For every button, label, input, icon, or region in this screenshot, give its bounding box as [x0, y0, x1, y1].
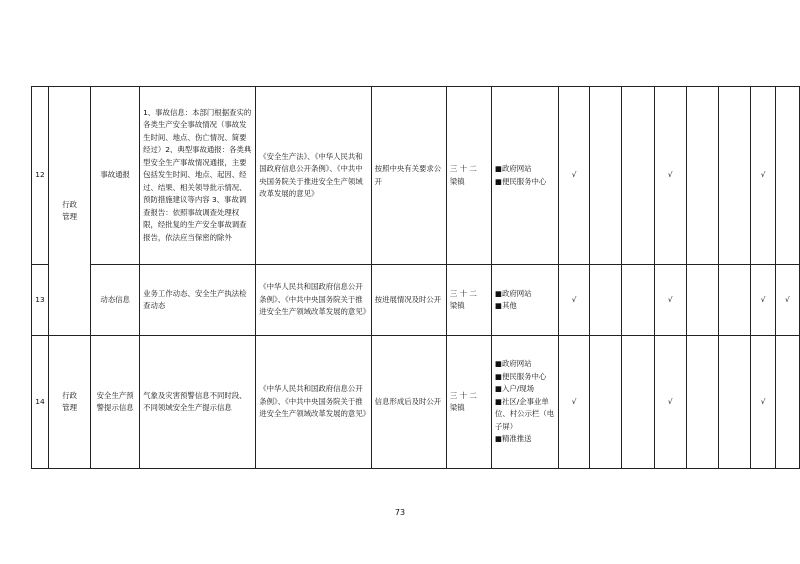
check-cell: √: [751, 87, 775, 265]
basis-cell: 《中华人民共和国政府信息公开条例》、《中共中央国务院关于推进安全生产领域改革发展的意见》: [256, 265, 371, 336]
check-cell: √: [654, 87, 686, 265]
subject-cell: 三 十 二 梁镇: [446, 265, 491, 336]
disclosure-table: [31, 86, 800, 469]
channel-item: ■政府网站: [495, 359, 532, 369]
check-cell: [622, 336, 654, 469]
item-cell: 动态信息: [91, 265, 140, 336]
subject-cell: 三 十 二 梁镇: [446, 336, 491, 469]
channel-item: ■便民服务中心: [495, 176, 547, 186]
check-cell: [590, 265, 622, 336]
category-cell: 行政 管理: [48, 336, 90, 469]
check-cell: [622, 265, 654, 336]
check-cell: [686, 87, 718, 265]
subject-cell: 三 十 二 梁镇: [446, 87, 491, 265]
item-cell: 事故通报: [91, 87, 140, 265]
channels-cell: [492, 336, 559, 469]
check-cell: [686, 336, 718, 469]
check-cell: √: [559, 336, 590, 469]
content-cell: 1、事故信息：本部门根据查实的各类生产安全事故情况（事故发生时间、地点、伤亡情况、简要经过）2、典型事故通报：各类典型安全生产事故情况通报，主要包括发生时间、地点、起因、经过、结果、相关领导批示情况、预防措施建议等内容 3、事故调查报告：依照事故调查处理权限，经批复的生产安全事故调查报告，依法应当保密的除外: [140, 87, 256, 265]
check-cell: √: [775, 265, 799, 336]
channel-item: ■其他: [495, 301, 517, 310]
item-cell: 安全生产预警提示信息: [91, 336, 140, 469]
row-number: 14: [32, 336, 49, 469]
channel-item: ■社区/企事业单位、村公示栏（电子屏）: [495, 396, 555, 431]
table-row: [32, 87, 800, 265]
check-cell: [622, 87, 654, 265]
check-cell: [686, 265, 718, 336]
check-cell: [719, 336, 751, 469]
check-cell: √: [751, 336, 775, 469]
check-cell: √: [559, 87, 590, 265]
check-cell: [775, 87, 799, 265]
channels-cell: [492, 87, 559, 265]
check-cell: √: [654, 265, 686, 336]
check-cell: [590, 336, 622, 469]
content-cell: 气象及灾害预警信息不同时段、不同领域安全生产提示信息: [140, 336, 256, 469]
content-cell: 业务工作动态、安全生产执法检查动态: [140, 265, 256, 336]
timing-cell: 信息形成后及时公开: [371, 336, 446, 469]
channel-item: ■入户/现场: [495, 384, 535, 394]
channel-item: ■政府网站: [495, 288, 532, 298]
check-cell: [719, 87, 751, 265]
channel-item: ■便民服务中心: [495, 371, 547, 381]
row-number: 13: [32, 265, 49, 336]
check-cell: [719, 265, 751, 336]
check-cell: [775, 336, 799, 469]
basis-cell: 《安全生产法》、《中华人民共和国政府信息公开条例》、《中共中央国务院关于推进安全生产领域改革发展的意见》: [256, 87, 371, 265]
basis-cell: 《中华人民共和国政府信息公开条例》、《中共中央国务院关于推进安全生产领域改革发展的意见》: [256, 336, 371, 469]
timing-cell: 按进展情况及时公开: [371, 265, 446, 336]
timing-cell: 按照中央有关要求公开: [371, 87, 446, 265]
page-number: 73: [394, 508, 406, 517]
channel-item: ■政府网站: [495, 164, 532, 173]
check-cell: [590, 87, 622, 265]
table-row: [32, 265, 800, 336]
channels-cell: [492, 265, 559, 336]
channel-item: ■精准推送: [495, 434, 532, 444]
check-cell: √: [751, 265, 775, 336]
table-row: [32, 336, 800, 469]
category-cell: 行政 管理: [48, 87, 90, 336]
check-cell: √: [559, 265, 590, 336]
check-cell: √: [654, 336, 686, 469]
row-number: 12: [32, 87, 49, 265]
